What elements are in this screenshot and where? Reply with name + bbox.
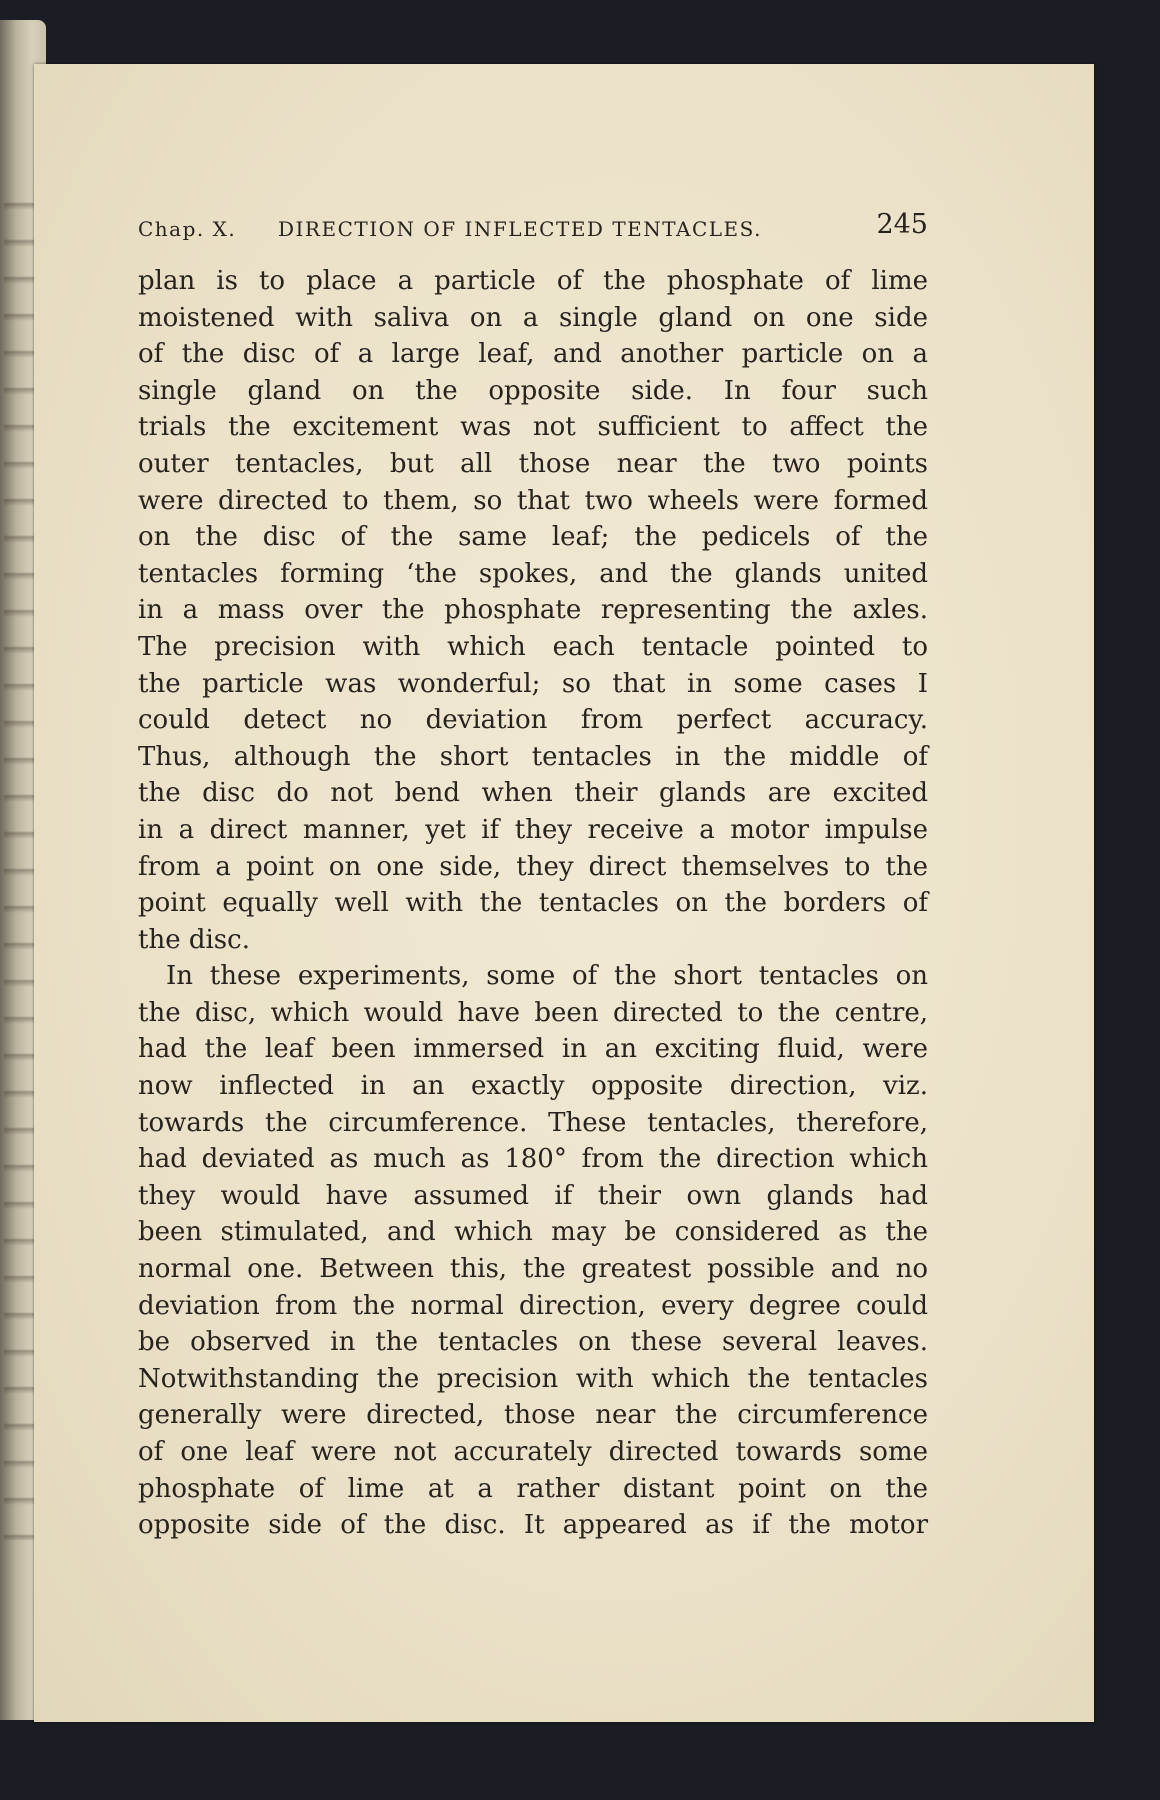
text-line: had the leaf been immersed in an exciting fluid, were bbox=[138, 1034, 928, 1065]
running-title: DIRECTION OF INFLECTED TENTACLES. bbox=[278, 217, 762, 241]
book-page bbox=[34, 64, 1094, 1722]
text-line: the disc, which would have been directed to the centre, bbox=[138, 997, 928, 1028]
text-line: were directed to them, so that two wheels were formed bbox=[138, 485, 928, 516]
text-line: could detect no deviation from perfect accuracy. bbox=[138, 705, 928, 736]
text-line: Notwithstanding the precision with which the tentacles bbox=[138, 1363, 928, 1394]
text-line: tentacles forming ‘the spokes, and the glands united bbox=[138, 558, 928, 589]
text-line: generally were directed, those near the circumference bbox=[138, 1400, 928, 1431]
text-line: they would have assumed if their own glands had bbox=[138, 1180, 928, 1211]
page-content bbox=[138, 209, 928, 1544]
page-number: 245 bbox=[876, 209, 928, 240]
text-line: opposite side of the disc. It appeared as if the motor bbox=[138, 1510, 928, 1541]
text-line: towards the circumference. These tentacles, therefore, bbox=[138, 1107, 928, 1138]
text-line: be observed in the tentacles on these several leaves. bbox=[138, 1327, 928, 1358]
text-line: phosphate of lime at a rather distant point on the bbox=[138, 1473, 928, 1504]
text-line: in a mass over the phosphate representing the axles. bbox=[138, 595, 928, 626]
text-line: trials the excitement was not sufficient to affect the bbox=[138, 412, 928, 443]
text-line: normal one. Between this, the greatest possible and no bbox=[138, 1254, 928, 1285]
text-line: the disc do not bend when their glands are excited bbox=[138, 778, 928, 809]
text-line: the particle was wonderful; so that in some cases I bbox=[138, 668, 928, 699]
text-line: Thus, although the short tentacles in the middle of bbox=[138, 741, 928, 772]
text-line: now inflected in an exactly opposite direction, viz. bbox=[138, 1071, 928, 1102]
text-line: on the disc of the same leaf; the pedicels of the bbox=[138, 522, 928, 553]
running-head bbox=[138, 209, 928, 249]
text-line: In these experiments, some of the short tentacles on bbox=[166, 961, 928, 992]
chapter-label: Chap. X. bbox=[138, 217, 237, 241]
text-line: outer tentacles, but all those near the two points bbox=[138, 448, 928, 479]
text-line: the disc. bbox=[138, 924, 250, 955]
paragraph-1 bbox=[138, 263, 928, 958]
text-line: single gland on the opposite side. In four such bbox=[138, 375, 928, 406]
text-line: of one leaf were not accurately directed towards some bbox=[138, 1437, 928, 1467]
text-line: of the disc of a large leaf, and another particle on a bbox=[138, 339, 928, 370]
text-line: had deviated as much as 180° from the direction which bbox=[138, 1144, 928, 1175]
text-line: in a direct manner, yet if they receive a motor impulse bbox=[138, 814, 928, 845]
text-line: deviation from the normal direction, every degree could bbox=[138, 1290, 928, 1321]
paragraph-2 bbox=[138, 958, 928, 1544]
text-line: moistened with saliva on a single gland on one side bbox=[138, 302, 928, 333]
text-line: from a point on one side, they direct themselves to the bbox=[138, 851, 928, 882]
text-line: been stimulated, and which may be considered as the bbox=[138, 1217, 928, 1248]
text-line: plan is to place a particle of the phosphate of lime bbox=[138, 266, 928, 296]
text-line: The precision with which each tentacle pointed to bbox=[138, 631, 928, 662]
text-line: point equally well with the tentacles on the borders of bbox=[138, 888, 928, 919]
